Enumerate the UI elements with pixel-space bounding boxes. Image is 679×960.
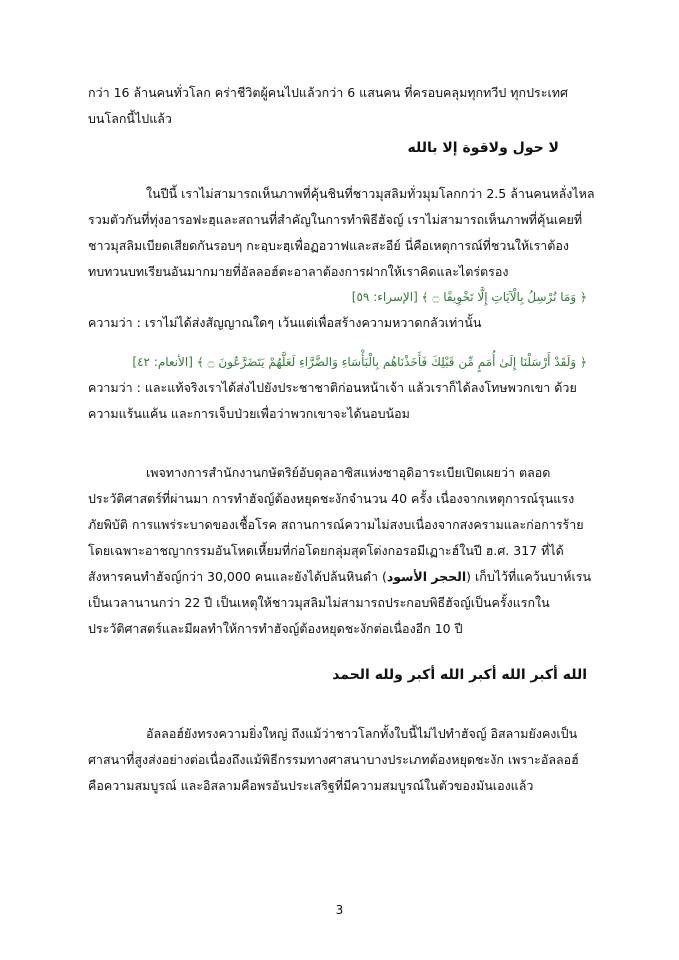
closing-line-2: ศาสนาที่สูงส่งอย่างต่อเนื่องถึงแม้พิธีกรรมทางศาสนาบางประเภทต้องหยุดชะงัก เพราะอัลลอฮ์ (88, 752, 579, 767)
history-line-1: เพจทางการสำนักงานกษัตริย์อับดุลอาซิสแห่งซาอุดิอาระเบียเปิดเผยว่า ตลอด (146, 465, 551, 480)
verse-al-isra: ﴿ وَمَا نُرْسِلُ بِالْآيَاتِ إِلَّا تَخْوِيفًا ۝ ﴾ [الإسراء: ٥٩] (351, 290, 587, 304)
history-line-5-before: สังหารคนทำฮัจญ์กว่า 30,000 คนและยังได้ปล้นหินดำ ( (88, 569, 387, 584)
translation-al-anam-line-2: ความแร้นแค้น และการเจ็บป่วยเพื่อว่าพวกเขาจะได้นอบน้อม (88, 406, 410, 421)
hawqala-arabic: لا حول ولاقوة إلا بالله (407, 140, 559, 156)
closing-line-3: คือความสมบูรณ์ และอิสลามคือพรอันประเสริฐที่มีความสมบูรณ์ในตัวของมันเองแล้ว (88, 778, 534, 793)
history-line-6: เป็นเวลานานกว่า 22 ปี เป็นเหตุให้ชาวมุสลิมไม่สามารถประกอบพิธีฮัจญ์เป็นครั้งแรกใน (88, 595, 550, 610)
page-number: 3 (335, 903, 344, 917)
intro-line-1: กว่า 16 ล้านคนทั่วโลก คร่าชีวิตผู้คนไปแล้วกว่า 6 แสนคน ที่ครอบคลุมทุกทวีป ทุกประเทศ (88, 85, 568, 100)
takbir-arabic: الله أكبر الله أكبر الله أكبر ولله الحمد (332, 667, 587, 683)
intro-line-2: บนโลกนี้ไปแล้ว (88, 111, 172, 126)
history-line-4: โดยเฉพาะอาชญากรรมอันโหดเหี้ยมที่ก่อโดยกลุ่มสุดโต่งกอรอมีเฏาะฮ์ในปี ฮ.ศ. 317 ที่ได้ (88, 543, 564, 558)
verse-al-anam: ﴿ وَلَقَدْ أَرْسَلْنَا إِلَىٰ أُمَمٍ مِّن قَبْلِكَ فَأَخَذْنَاهُم بِالْبَأْسَاءِ وَالضَّرَّاءِ لَعَلَّهُمْ يَتَضَرَّعُونَ ۝ ﴾ [الأنعام: ٤٢] (132, 355, 587, 369)
translation-al-isra: ความว่า : เราไม่ได้ส่งสัญญาณใดๆ เว้นแต่เพื่อสร้างความหวาดกลัวเท่านั้น (88, 315, 482, 330)
history-line-7: ประวัติศาสตร์และมีผลทำให้การทำฮัจญ์ต้องหยุดชะงักต่อเนื่องอีก 10 ปี (88, 621, 463, 636)
history-line-5-after: ) เก็บไว้ที่แคว้นบาห์เรน (466, 569, 592, 584)
hajj-line-1: ในปีนี้ เราไม่สามารถเห็นภาพที่คุ้นชินที่ชาวมุสลิมทั่วมุมโลกกว่า 2.5 ล้านคนหลั่งไหล (146, 186, 595, 201)
history-line-2: ประวัติศาสตร์ที่ผ่านมา การทำฮัจญ์ต้องหยุดชะงักจำนวน 40 ครั้ง เนื่องจากเหตุการณ์รุนแรง (88, 491, 575, 506)
history-line-3: ภัยพิบัติ การแพร่ระบาดของเชื้อโรค สถานการณ์ความไม่สงบเนื่องจากสงครามและก่อการร้าย (88, 517, 584, 532)
hajj-line-3: ชาวมุสลิมเบียดเสียดกันรอบๆ กะอฺบะฮฺเพื่อฏอวาฟและสะอีย์ นี่คือเหตุการณ์ที่ชวนให้เราต้อง (88, 238, 569, 253)
hajj-line-4: ทบทวนบทเรียนอันมากมายที่อัลลอฮ์ตะอาลาต้องการฝากให้เราคิดและไตร่ตรอง (88, 264, 509, 279)
history-line-5 (88, 568, 591, 586)
translation-al-anam-line-1: ความว่า : และแท้จริงเราได้ส่งไปยังประชาชาติก่อนหน้าเจ้า แล้วเราก็ได้ลงโทษพวกเขา ด้วย (88, 380, 577, 395)
closing-line-1: อัลลอฮ์ยังทรงความยิ่งใหญ่ ถึงแม้ว่าชาวโลกทั้งใบนี้ไม่ไปทำฮัจญ์ อิสลามยังคงเป็น (146, 726, 578, 741)
hajj-line-2: รวมตัวกันที่ทุ่งอารอฟะฮฺและสถานที่สำคัญในการทำพิธีฮัจญ์ เราไม่สามารถเห็นภาพที่คุ้นเคยที่ (88, 212, 583, 227)
black-stone-arabic: الحجر الأسود (386, 569, 467, 584)
